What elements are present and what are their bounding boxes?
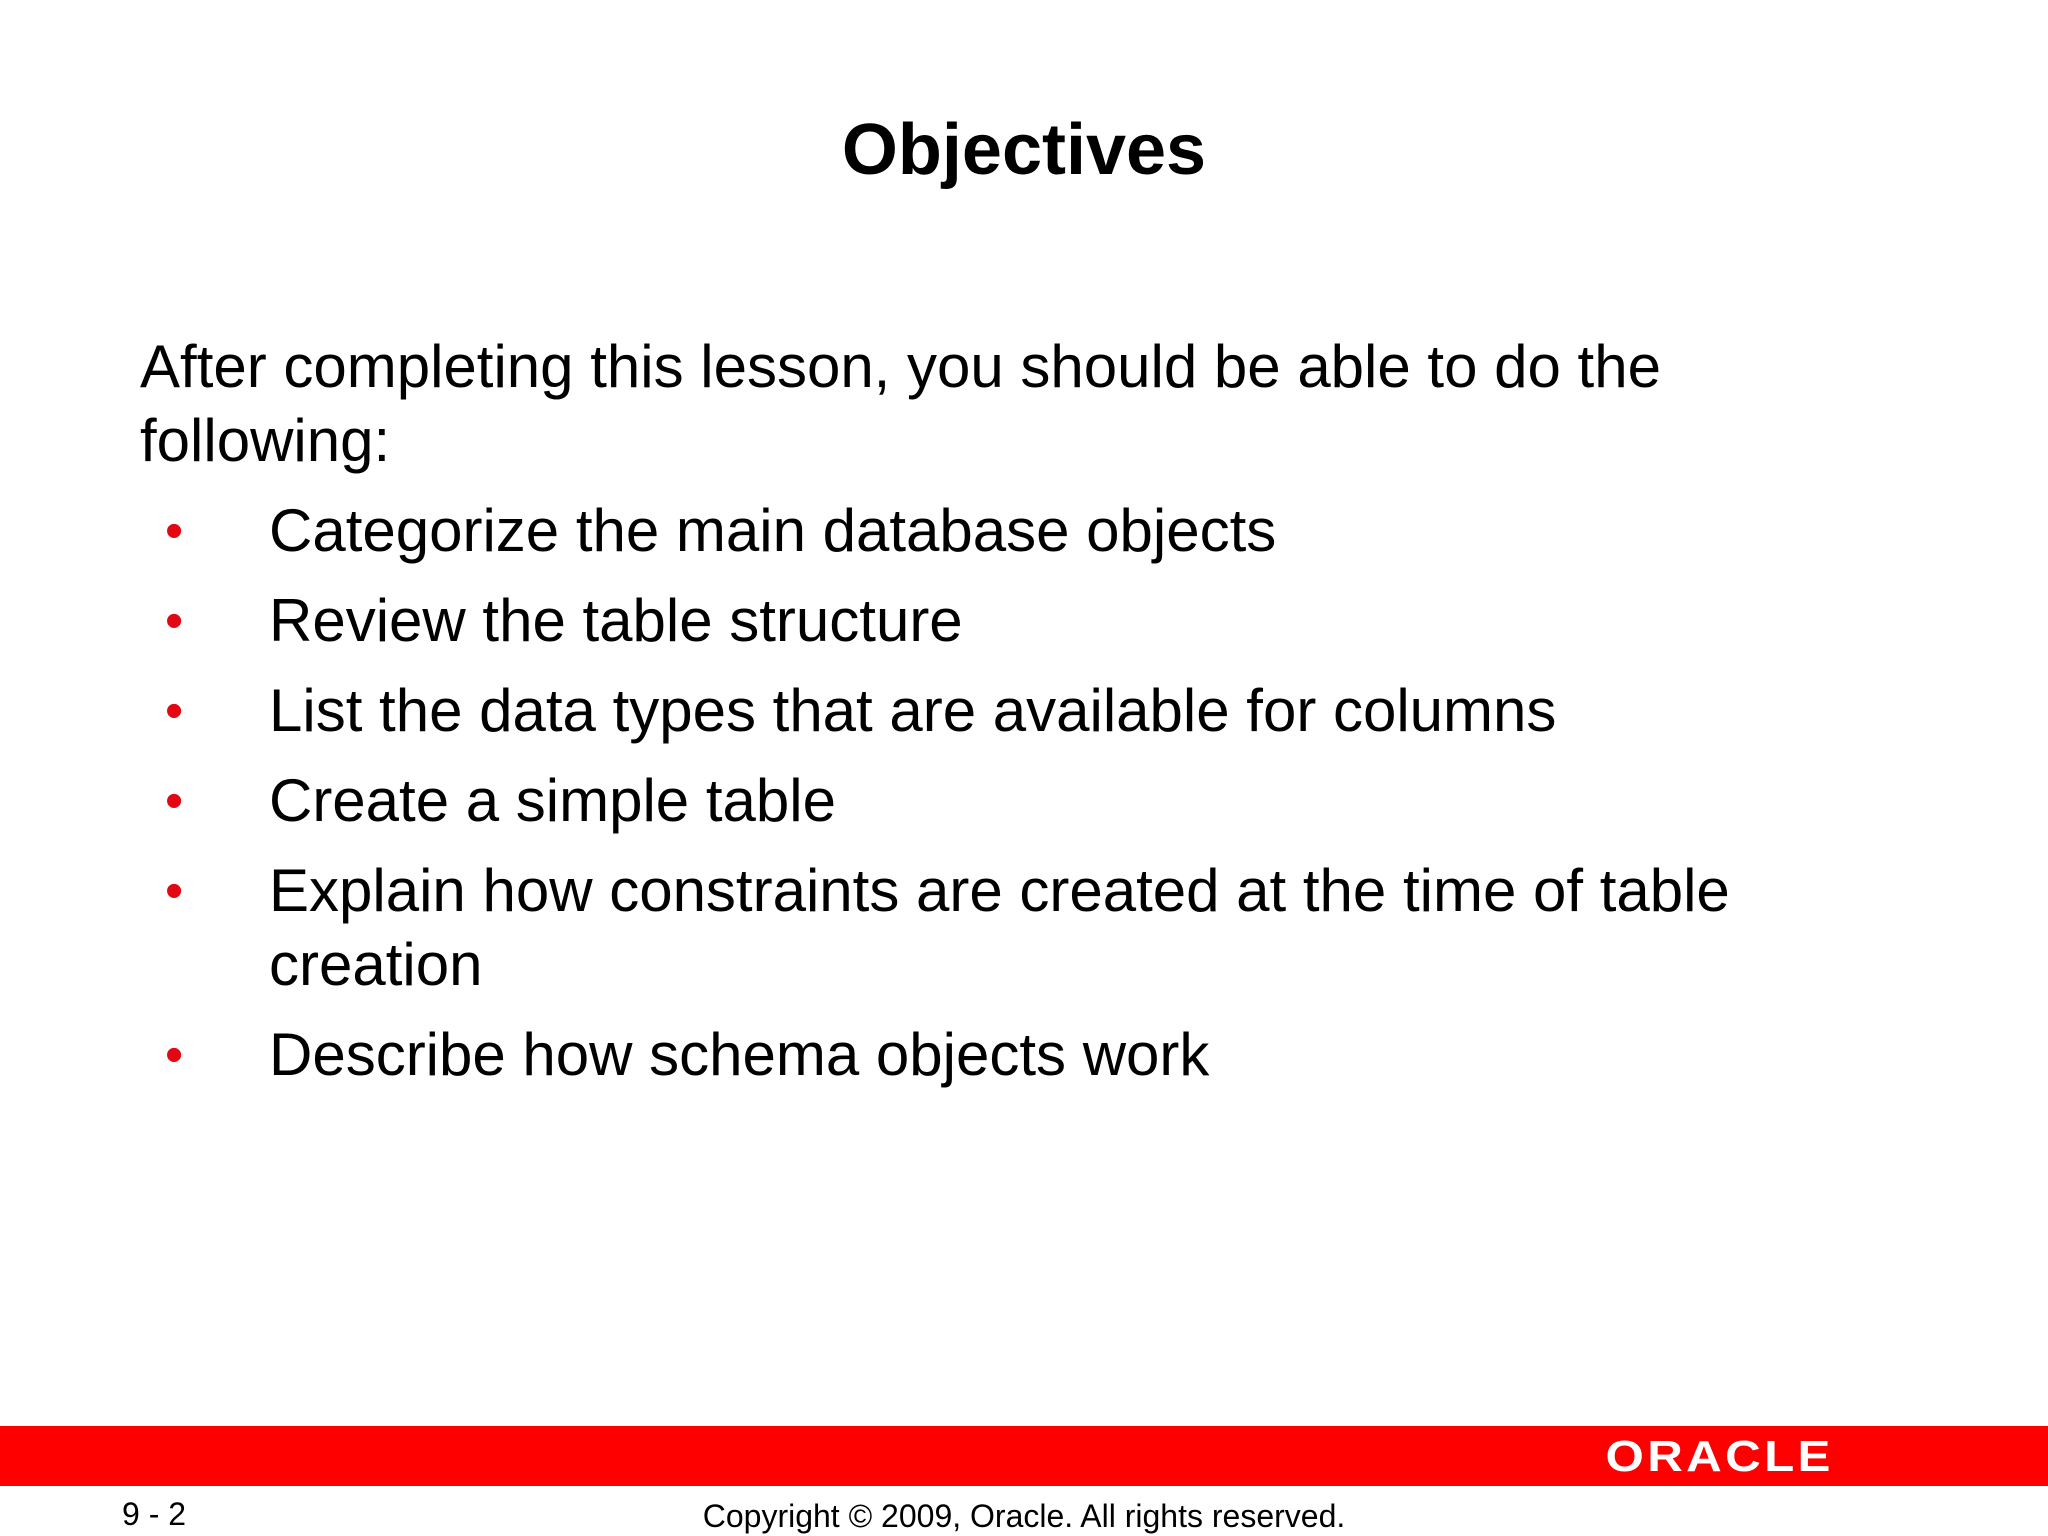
list-item-text: Review the table structure bbox=[269, 587, 963, 654]
bullet-icon: • bbox=[165, 772, 184, 830]
list-item bbox=[0, 494, 1909, 568]
list-item bbox=[0, 1018, 1909, 1092]
bullet-icon: • bbox=[165, 862, 184, 920]
slide-title: Objectives bbox=[841, 110, 1207, 190]
list-item bbox=[0, 854, 1909, 1002]
intro-text: After completing this lesson, you should be able to do the following: bbox=[140, 333, 1661, 474]
objectives-list bbox=[0, 494, 2048, 1108]
list-item-text: Explain how constraints are created at the time of table creation bbox=[269, 857, 1730, 998]
list-item bbox=[0, 764, 1909, 838]
bullet-icon: • bbox=[165, 502, 184, 560]
list-item-text: Describe how schema objects work bbox=[269, 1021, 1210, 1088]
page-number: 9 - 2 bbox=[122, 1496, 187, 1532]
oracle-logo bbox=[1605, 1432, 1834, 1481]
bullet-icon: • bbox=[165, 1026, 184, 1084]
list-item-text: Categorize the main database objects bbox=[269, 497, 1277, 564]
bullet-icon: • bbox=[165, 682, 184, 740]
list-item-text: Create a simple table bbox=[269, 767, 836, 834]
copyright-notice: Copyright © 2009, Oracle. All rights reserved. bbox=[702, 1498, 1346, 1534]
list-item bbox=[0, 674, 1909, 748]
oracle-logo-text: ORACLE bbox=[1605, 1432, 1834, 1481]
bullet-icon: • bbox=[165, 592, 184, 650]
list-item bbox=[0, 584, 1909, 658]
list-item-text: List the data types that are available for columns bbox=[269, 677, 1557, 744]
